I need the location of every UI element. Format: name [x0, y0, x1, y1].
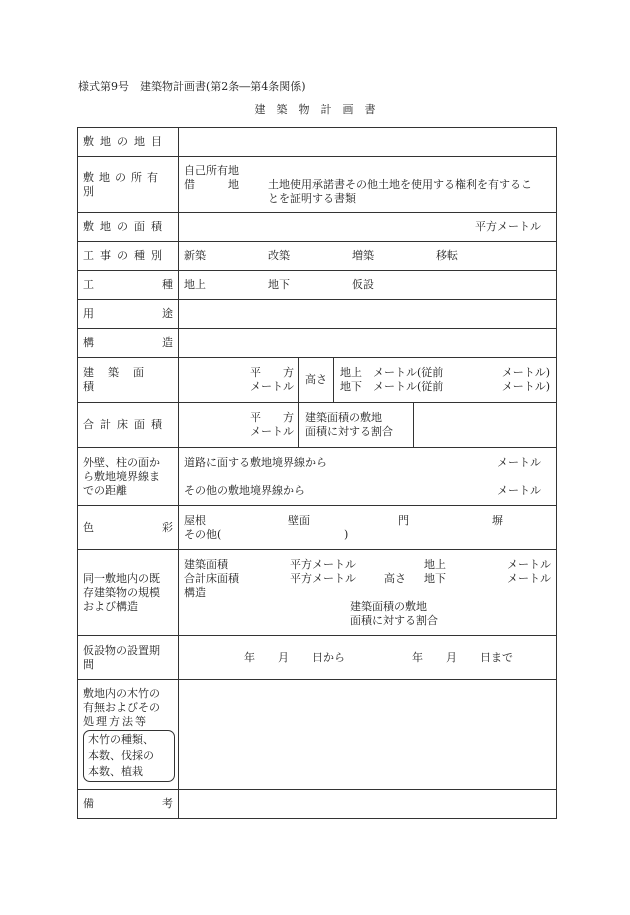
kind-below[interactable]: 地下 — [268, 278, 290, 291]
borrowed-text: 土地使用承諾書その他土地を使用する権利を有するこ — [268, 177, 532, 191]
row-trees — [78, 680, 557, 790]
row-distance — [78, 448, 557, 506]
own-land: 自己所有地 — [184, 163, 239, 177]
label-work-type: 工事の種別 — [78, 242, 179, 271]
label-site-ownership: 敷地の所有別 — [78, 157, 179, 213]
field-temporary[interactable]: 年 月 日から 年 月 日まで — [179, 636, 557, 680]
field-remarks[interactable] — [179, 790, 557, 819]
borrowed-land: 借 地 — [184, 177, 239, 191]
document-title: 建 築 物 計 画 書 — [254, 103, 376, 116]
field-trees[interactable] — [179, 680, 557, 790]
row-color — [78, 506, 557, 550]
work-type-extend[interactable]: 増築 — [352, 249, 374, 262]
label-existing: 同一敷地内の既 存建築物の規模 および構造 — [78, 550, 179, 636]
row-temporary — [78, 636, 557, 680]
bldg-area-unit: 平 方 — [250, 366, 294, 379]
field-color[interactable]: 屋根 壁面 門 塀 その他( ) — [179, 506, 557, 550]
row-construction-kind — [78, 271, 557, 300]
label-floor-area: 合計床面積 — [78, 403, 179, 448]
form-number-header — [78, 80, 306, 94]
field-building-area[interactable]: 平 方 メートル 高さ 地上 メートル(従前 メートル) 地下 メートル(従前 メートル) — [179, 358, 557, 403]
label-temporary: 仮設物の設置期 間 — [78, 636, 179, 680]
label-trees: 敷地内の木竹の 有無およびその 処理方法等 木竹の種類、 本数、伐採の 本数、植栽 — [78, 680, 179, 790]
label-building-area: 建築面積 — [78, 358, 179, 403]
row-remarks — [78, 790, 557, 819]
row-existing — [78, 550, 557, 636]
height-label: 高さ — [299, 358, 334, 402]
row-site-area — [78, 213, 557, 242]
building-plan-form — [77, 127, 557, 819]
row-building-area — [78, 358, 557, 403]
field-site-area[interactable]: 平方メートル — [179, 213, 557, 242]
field-use[interactable] — [179, 300, 557, 329]
row-use — [78, 300, 557, 329]
label-color: 色 彩 — [78, 506, 179, 550]
label-remarks: 備 考 — [78, 790, 179, 819]
field-work-type[interactable] — [179, 242, 557, 271]
work-type-new[interactable]: 新築 — [184, 249, 206, 262]
row-site-ownership — [78, 157, 557, 213]
row-site-location — [78, 128, 557, 157]
work-type-move[interactable]: 移転 — [436, 249, 458, 262]
field-construction-kind[interactable] — [179, 271, 557, 300]
borrowed-text-2: とを証明する書類 — [268, 191, 356, 205]
label-site-area: 敷地の面積 — [78, 213, 179, 242]
field-site-location[interactable] — [179, 128, 557, 157]
field-site-ownership[interactable] — [179, 157, 557, 213]
field-existing[interactable]: 建築面積 合計床面積 構造 平方メートル 平方メートル 高さ 地上 地下 メートル メートル 建築面積の敷地 面積に対する割合 — [179, 550, 557, 636]
form-number: 様式第9号 — [78, 80, 129, 93]
field-distance[interactable]: 道路に面する敷地境界線から メートル その他の敷地境界線から メートル — [179, 448, 557, 506]
label-site-location: 敷地の地目 — [78, 128, 179, 157]
label-distance: 外壁、柱の面か ら敷地境界線ま での距離 — [78, 448, 179, 506]
kind-above[interactable]: 地上 — [184, 278, 206, 291]
field-floor-area[interactable]: 平 方 メートル 建築面積の敷地 面積に対する割合 — [179, 403, 557, 448]
field-structure[interactable] — [179, 329, 557, 358]
trees-note-bracket: 木竹の種類、 本数、伐採の 本数、植栽 — [83, 730, 175, 782]
row-floor-area — [78, 403, 557, 448]
kind-temp[interactable]: 仮設 — [352, 278, 374, 291]
row-structure — [78, 329, 557, 358]
row-work-type — [78, 242, 557, 271]
label-use: 用 途 — [78, 300, 179, 329]
label-construction-kind: 工 種 — [78, 271, 179, 300]
work-type-rebuild[interactable]: 改築 — [268, 249, 290, 262]
label-structure: 構 造 — [78, 329, 179, 358]
form-name: 建築物計画書(第2条―第4条関係) — [140, 80, 306, 93]
